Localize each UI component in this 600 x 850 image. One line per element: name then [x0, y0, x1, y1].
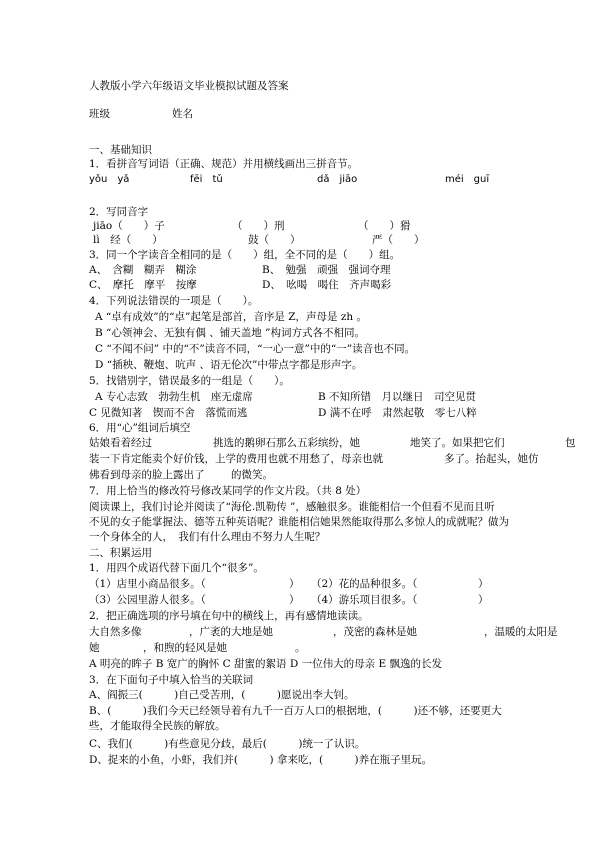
q2-row1-b: （ ）刑	[232, 220, 285, 232]
pinyin-1: yǒu yǎ	[89, 174, 130, 185]
section-2-heading: 二、积累运用	[89, 547, 152, 559]
s2-q2-line1-b: ，广袤的大地是她	[189, 626, 273, 638]
s2-q1-text: 1．用四个成语代替下面几个“很多”。	[89, 562, 264, 574]
q6-line1-a: 姑娘看着经过	[89, 437, 152, 449]
q3-option-a: A、 含糊 糊弄 糊涂	[89, 264, 197, 276]
q7-text: 7．用上恰当的修改符号修改某同学的作文片段。（共 8 处）	[89, 485, 367, 497]
pinyin-3: dǎ jiāo	[317, 174, 358, 185]
q6-line2-a: 装一下肯定能卖个好价钱，上学的费用也就不用愁了，母亲也就	[89, 453, 383, 465]
s2-q2-line1-c: ，茂密的森林是她	[333, 626, 417, 638]
s2-q3-item-d: D、捉来的小鱼，小虾，我们并( ) 拿来吃，( )养在瓶子里玩。	[89, 754, 433, 766]
q3-option-c: C、 摩托 摩平 按摩	[89, 279, 197, 291]
class-label: 班级	[89, 108, 110, 120]
s2-q3-text: 3．在下面句子中填入恰当的关联词	[89, 674, 254, 686]
q3-text: 3．同一个字读音全相同的是（ ）组，全不同的是（ ）组。	[89, 249, 401, 261]
s2-q1-item-1: （1）店里小商品很多。（	[89, 578, 206, 590]
q5-option-a: A 专心志致 勃勃生机 座无虚席	[95, 391, 253, 403]
section-1-heading: 一、基础知识	[89, 144, 152, 156]
name-label: 姓名	[172, 108, 193, 120]
s2-q3-item-c: C、我们( )有些意见分歧，最后( )统一了认识。	[89, 738, 366, 750]
q5-option-d: D 满不在呼 肃然起敬 零七八粹	[318, 407, 477, 419]
q7-paragraph-1: 阅读课上，我们讨论并阅读了“海伦.凯勒传 ”，感触很多。谁能相信一个但看不见而且听	[89, 501, 495, 513]
q4-option-c: C “不闻不问” 中的“不”读音不同，“一心一意”中的“一”读音也不同。	[95, 343, 416, 355]
s2-q3-item-a: A、阎振三( )自己受苦刑，( )愿说出李大钊。	[89, 689, 355, 701]
s2-q2-text: 2．把正确选项的序号填在句中的横线上，再有感情地读读。	[89, 610, 369, 622]
q6-line1-c: 地笑了。如果把它们	[410, 437, 505, 449]
q2-row2-b: 鼓（ ）	[248, 234, 301, 246]
s2-q2-line2-a: 她	[89, 642, 100, 654]
pinyin-4: méi guī	[445, 174, 490, 185]
q6-line3-b: 的微笑。	[231, 469, 273, 481]
q6-line1-d: 包	[565, 437, 576, 449]
q6-line3-a: 佛看到母亲的脸上露出了	[89, 469, 205, 481]
q6-text: 6．用“心”组词后填空	[89, 422, 191, 434]
q2-text: 2．写同音字	[89, 206, 149, 218]
q7-paragraph-2: 不见的女子能掌握法、德等五种英语呢？谁能相信她果然能取得那么多惊人的成就呢？做为	[89, 516, 509, 528]
q2-row1-a: jiāo（ ）子	[93, 220, 165, 232]
s2-q1-item-2-close: ）	[478, 578, 489, 590]
s2-q2-line1-a: 大自然多像	[89, 626, 142, 638]
student-info-line	[89, 108, 520, 121]
s2-q1-item-4: （4）游乐项目很多。（	[311, 594, 418, 606]
q6-line1-b: 挑选的鹅卵石那么五彩缤纷，她	[213, 437, 360, 449]
s2-q2-line2-c: 。	[295, 642, 306, 654]
q4-text: 4．下列说法错误的一项是（ ）。	[89, 295, 259, 307]
q6-line2-b: 多了。抬起头，她仿	[444, 453, 539, 465]
pinyin-2: fēi tǔ	[190, 174, 223, 185]
q7-paragraph-3: 一个身体全的人， 我们有什么理由不努力人生呢？	[89, 531, 326, 543]
doc-title: 人教版小学六年级语文毕业模拟试题及答案	[89, 80, 289, 92]
s2-q1-item-1-close: ）	[289, 578, 300, 590]
q4-option-d: D “插秧、鞭炮、吭声 、语无伦次”中带点字都是形声字。	[95, 359, 363, 371]
q4-option-a: A “卓有成效”的“卓”起笔是部首，音序是 Z，声母是 zh 。	[95, 311, 367, 323]
q5-text: 5．找错别字，错误最多的一组是（ ）。	[89, 375, 290, 387]
q3-option-d: D、 吆喝 喝住 齐声喝彩	[262, 279, 392, 291]
s2-q1-item-3-close: ）	[289, 594, 300, 606]
s2-q1-item-2: （2）花的品种很多。（	[311, 578, 418, 590]
s2-q3-item-b-line1: B、( )我们今天已经领导着有九千一百万人口的根据地，( )还不够，还要更大	[89, 705, 502, 717]
q1-text: 1．看拼音写词语（正确、规范）并用横线画出三拼音节。	[89, 158, 359, 170]
s2-q2-line1-d: ，温暖的太阳是	[484, 626, 558, 638]
q2-row2-c: 严（ ）	[372, 234, 425, 246]
s2-q2-line2-b: ，和煦的轻风是她	[143, 642, 227, 654]
q2-row2-a: lì 经（ ）	[93, 234, 163, 246]
s2-q2-options: A 明亮的眸子 B 宽广的胸怀 C 甜蜜的絮语 D 一位伟大的母亲 E 飘逸的长发	[89, 658, 442, 670]
s2-q1-item-3: （3）公园里游人很多。（	[89, 594, 206, 606]
s2-q3-item-b-line2: 些，才能取得全民族的解放。	[89, 720, 226, 732]
q5-option-c: C 见微知著 锲而不舍 落慌而逃	[89, 407, 248, 419]
q4-option-b: B “心领神会、无独有偶 、铺天盖地 ”构词方式各不相同。	[95, 327, 365, 339]
q3-option-b: B、 勉强 顽强 强词夺理	[262, 264, 391, 276]
q2-row1-c: （ ）猾	[358, 220, 411, 232]
s2-q1-item-4-close: ）	[478, 594, 489, 606]
q5-option-b: B 不知所错 月以继日 司空见贯	[318, 391, 477, 403]
